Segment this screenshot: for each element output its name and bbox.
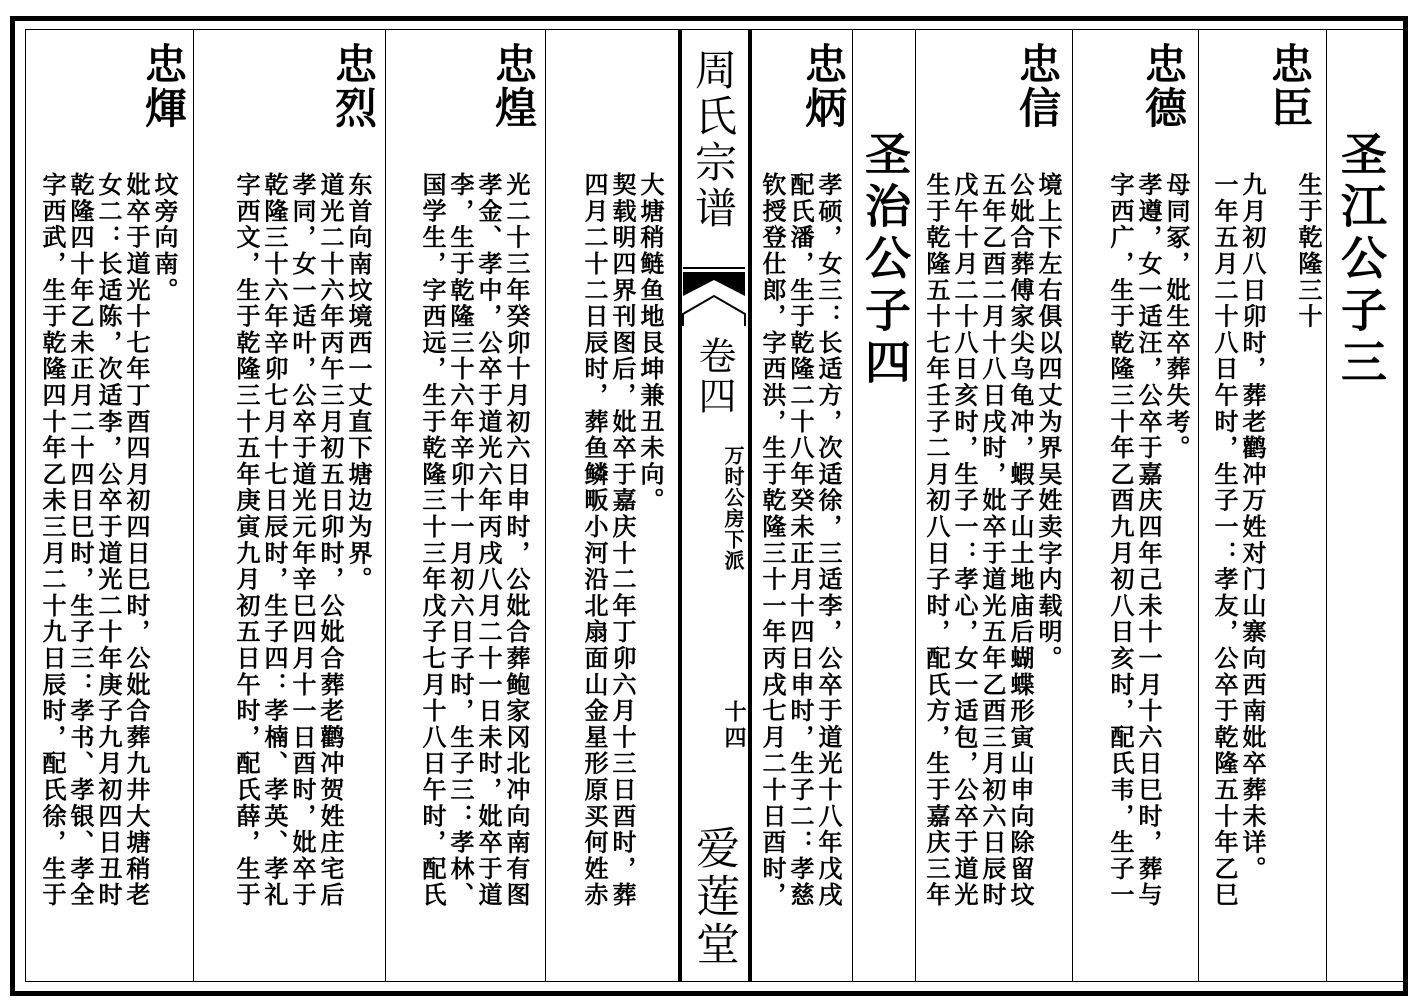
fishtail-ornament [681, 266, 747, 332]
text-line: 字西文，生于乾隆三十五年庚寅九月初五日午时，配氏薛，生于 [232, 172, 261, 909]
entry-name: 忠煌 [489, 42, 538, 130]
branch-label: 万时公房下派 [721, 445, 745, 571]
text-line: 字西武，生于乾隆四十年乙未三月二十九日辰时，配氏徐，生于 [38, 172, 67, 909]
entry-text [38, 172, 178, 908]
text-line: 配氏潘，生于乾隆二十八年癸未正月十四日申时，生子二：孝慈 [786, 172, 815, 909]
entry-name: 忠煇 [139, 42, 188, 130]
generation-title: 圣治公子四 [858, 130, 912, 390]
text-line: 四月二十二日辰时，葬鱼鳞畈小河沿北扇面山金星形原买何姓赤 [580, 172, 609, 909]
text-line: 坟旁向南。 [150, 172, 179, 304]
text-line: 生于乾隆五十七年壬子二月初八日子时，配氏方，生于嘉庆三年 [922, 172, 951, 909]
text-line: 戊午十月二十八日亥时，生子一：孝心，女一适包，公卒于道光 [950, 172, 979, 909]
text-line: 九月初八日卯时，葬老鹳冲万姓对门山寨向西南妣卒葬未详。 [1238, 172, 1267, 883]
text-line: 孝同，女一适叶，公卒于道光元年辛巳四月十一日酉时，妣卒于 [288, 172, 317, 909]
text-line: 国学生，字西远，生于乾隆三十三年戊子七月十八日午时，配氏 [418, 172, 447, 909]
text-line: 生于乾隆三十 [1294, 172, 1323, 330]
column-rule [1072, 29, 1073, 982]
text-line: 大塘稍鲢鱼地艮坤兼丑未向。 [636, 172, 665, 514]
book-title: 周氏宗谱 [689, 48, 738, 232]
text-line: 道光二十六年丙午三月初五日卯时，公妣合葬老鹳冲贺姓庄宅后 [316, 172, 345, 909]
entry-text [1210, 172, 1266, 908]
text-line: 字西广，生于乾隆三十年乙酉九月初八日亥时，配氏韦，生子一 [1106, 172, 1135, 909]
entry-text [1294, 172, 1322, 330]
text-line: 孝遵，女一适汪，公卒于嘉庆四年己未十一月十六日巳时，葬与 [1134, 172, 1163, 909]
hall-name: 爱莲堂 [688, 825, 739, 969]
column-rule [1326, 29, 1327, 982]
spine-rule-right [748, 29, 752, 982]
text-line: 孝硕，女三：长适方，次适徐，三适李，公卒于道光十八年戊戌 [814, 172, 843, 909]
generation-title: 圣江公子三 [1334, 130, 1388, 390]
text-line: 母同冢，妣生卒葬失考。 [1162, 172, 1191, 462]
text-line: 一年五月二十八日午时，生子一：孝友，公卒于乾隆五十年乙巳 [1210, 172, 1239, 909]
text-line: 东首向南坟境西一丈直下塘边为界。 [344, 172, 373, 593]
entry-name: 忠信 [1013, 42, 1062, 130]
text-line: 乾隆三十六年辛卯七月十七日辰时，生子四：孝楠、孝英、孝礼 [260, 172, 289, 909]
page-number: 十四 [721, 700, 747, 752]
text-line: 契载明四界刊图后，妣卒于嘉庆十二年丁卯六月十三日酉时，葬 [608, 172, 637, 909]
text-line: 钦授登仕郎，字西洪，生于乾隆三十一年丙戌七月二十日酉时， [758, 172, 787, 909]
text-line: 公妣合葬傅家尖乌龟冲，蝦子山土地庙后蝴蝶形寅山申向除留坟 [1006, 172, 1035, 909]
entry-text [418, 172, 530, 908]
entry-name: 忠臣 [1265, 42, 1314, 130]
text-line: 乾隆四十年乙未正月二十四日巳时，生子三：孝书、孝银、孝全 [66, 172, 95, 909]
text-line: 妣卒于道光十七年丁酉四月初四日巳时，公妣合葬九井大塘稍老 [122, 172, 151, 909]
column-rule [852, 29, 853, 982]
entry-text [922, 172, 1062, 908]
entry-text [580, 172, 664, 908]
column-rule [915, 29, 916, 982]
volume-label: 卷四 [692, 336, 736, 416]
text-line: 女二：长适陈，次适李，公卒于道光二十年庚子九月初四日丑时 [94, 172, 123, 909]
entry-name: 忠烈 [329, 42, 378, 130]
spine-rule-left [678, 29, 682, 982]
column-rule [193, 29, 194, 982]
column-rule [385, 29, 386, 982]
text-line: 五年乙酉二月十八日戌时，妣卒于道光五年乙酉三月初六日辰时 [978, 172, 1007, 909]
entry-text [1106, 172, 1190, 908]
entry-name: 忠炳 [799, 42, 848, 130]
text-line: 境上下左右俱以四丈为界吴姓卖字内载明。 [1034, 172, 1063, 672]
column-rule [545, 29, 546, 982]
column-rule [1198, 29, 1199, 982]
text-line: 李，生于乾隆三十六年辛卯十一月初六日子时，生子三：孝林、 [446, 172, 475, 909]
text-line: 光二十三年癸卯十月初六日申时，公妣合葬鲍家冈北冲向南有图 [502, 172, 531, 909]
entry-text [758, 172, 842, 908]
text-line: 孝金、孝中，公卒于道光六年丙戌八月二十一日未时，妣卒于道 [474, 172, 503, 909]
entry-name: 忠德 [1139, 42, 1188, 130]
entry-text [232, 172, 372, 908]
